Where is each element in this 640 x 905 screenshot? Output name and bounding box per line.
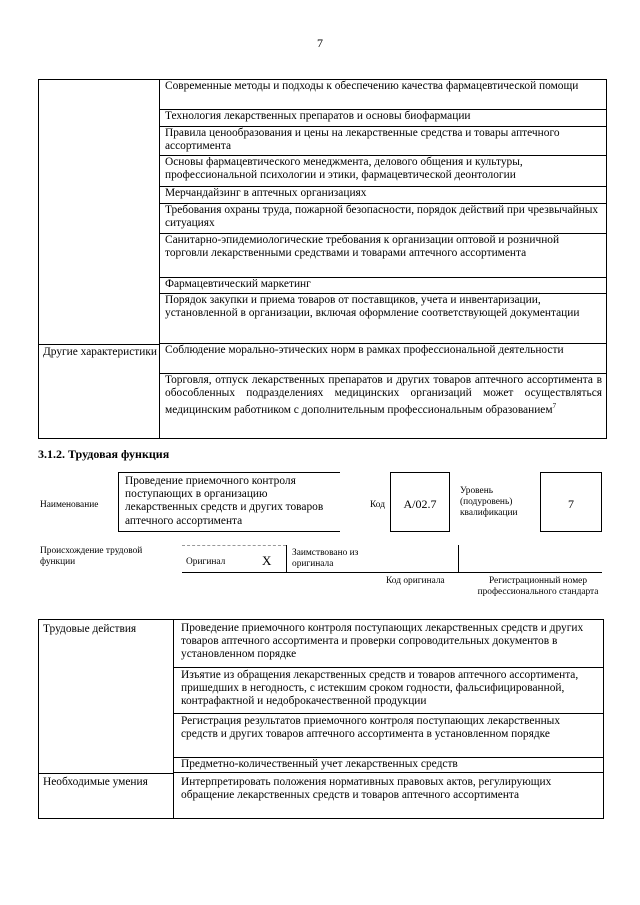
- table-row: Правила ценообразования и цены на лекарственные средства и товары аптечного ассортимента: [159, 127, 606, 156]
- origin-divider: [458, 545, 459, 572]
- knowledge-table: [38, 79, 607, 439]
- row-divider: [39, 344, 159, 345]
- table-row: Проведение приемочного контроля поступающих лекарственных средств и других товаров аптечного ассортимента и проверки сопроводительных документов в установленном порядке: [173, 620, 603, 668]
- name-label: Наименование: [40, 500, 99, 510]
- code-original-caption: Код оригинала: [386, 576, 445, 586]
- table-row: Современные методы и подходы к обеспечению качества фармацевтической помощи: [159, 80, 606, 110]
- level-value: 7: [540, 472, 602, 532]
- table-row: Технология лекарственных препаратов и основы биофармации: [159, 110, 606, 127]
- table-row: Порядок закупки и приема товаров от поставщиков, учета и инвентаризации, установленной в организации, включая оформление соответствующей документации: [159, 294, 606, 344]
- code-label: Код: [370, 500, 385, 510]
- table-row: Фармацевтический маркетинг: [159, 278, 606, 294]
- table-row: Изъятие из обращения лекарственных средств и товаров аптечного ассортимента, пришедших в негодность, с истекшим сроком годности, фальсифицированной, контрафактной и недоброкачественной продукции: [173, 668, 603, 714]
- code-value: A/02.7: [390, 472, 450, 532]
- table-row: Мерчандайзинг в аптечных организациях: [159, 187, 606, 204]
- reg-number-caption: Регистрационный номер профессионального стандарта: [477, 576, 599, 597]
- origin-label: Происхождение трудовой функции: [40, 546, 143, 567]
- footnote-mark: 7: [552, 402, 557, 411]
- table-row: Интерпретировать положения нормативных правовых актов, регулирующих обращение лекарственных средств и товаров аптечного ассортимента: [181, 776, 552, 802]
- original-label: Оригинал: [186, 557, 226, 567]
- page-number: 7: [317, 36, 323, 50]
- table-row: Регистрация результатов приемочного контроля поступающих лекарственных средств и других товаров аптечного ассортимента в установленном порядке: [173, 714, 603, 758]
- table-row: Санитарно-эпидемиологические требования к организации оптовой и розничной торговли лекарственными средствами и товарами аптечного ассортимента: [159, 234, 606, 278]
- original-mark: X: [262, 553, 272, 568]
- table-row: Основы фармацевтического менеджмента, делового общения и культуры, профессиональной психологии и этики, фармацевтической деонтологии: [159, 156, 606, 187]
- row-divider: [39, 773, 173, 774]
- table-row: Предметно-количественный учет лекарственных средств: [173, 758, 603, 773]
- other-characteristics-label: Другие характеристики: [43, 346, 158, 358]
- labor-actions-table: [38, 619, 604, 819]
- table-row: [159, 374, 606, 436]
- table-row: Требования охраны труда, пожарной безопасности, порядок действий при чрезвычайных ситуациях: [159, 204, 606, 234]
- table-row: Соблюдение морально-этических норм в рамках профессиональной деятельности: [159, 344, 606, 374]
- level-label: Уровень (подуровень) квалификации: [460, 486, 518, 518]
- origin-divider: [286, 545, 287, 572]
- skills-label: Необходимые умения: [43, 776, 148, 788]
- section-title: 3.1.2. Трудовая функция: [38, 447, 170, 461]
- labor-actions-label: Трудовые действия: [43, 623, 137, 635]
- borrowed-label: Заимствовано из оригинала: [292, 548, 359, 569]
- function-name-box: Проведение приемочного контроля поступающих в организацию лекарственных средств и других товаров аптечного ассортимента: [118, 472, 340, 532]
- origin-baseline: [182, 572, 602, 573]
- table-row-text: Торговля, отпуск лекарственных препаратов и других товаров аптечного ассортимента в обособленных подразделениях медицинских организаций может осуществляться медицинским работником с дополнительным профессиональным образованием: [165, 374, 602, 417]
